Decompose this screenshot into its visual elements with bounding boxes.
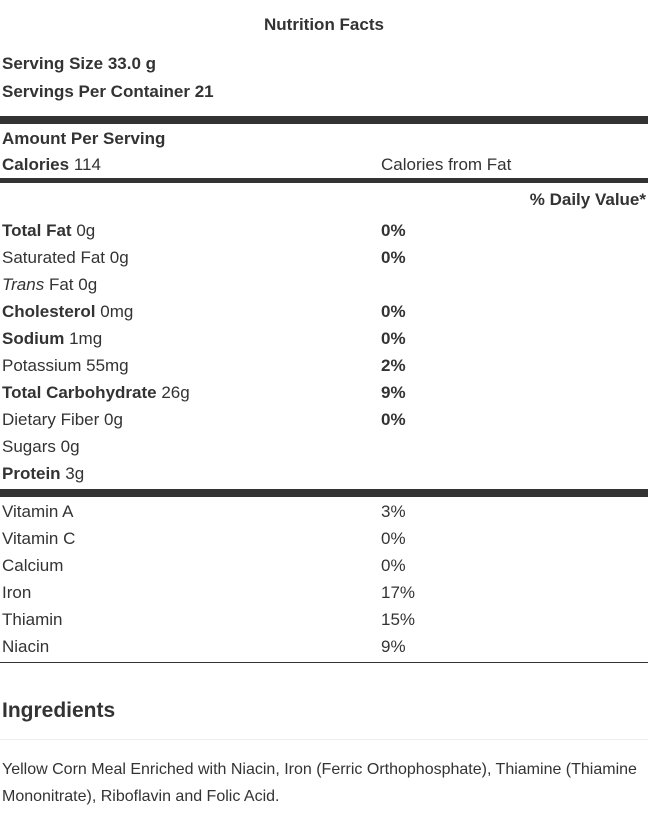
calories-from-fat-label: Calories from Fat [381,155,512,174]
nutrient-label [2,244,381,271]
vitamin-row-vitamin-a [0,498,648,525]
nutrient-label [2,271,381,298]
nutrient-amount: 0g [76,221,96,240]
nutrient-label [2,325,381,352]
servings-per-container: Servings Per Container 21 [2,82,214,101]
nutrient-name-suffix: Fat [48,275,74,294]
ingredients-title: Ingredients [2,699,116,722]
thin-divider [0,662,648,663]
nutrient-row-sugars [0,433,648,460]
thick-divider-vitamins [0,489,648,497]
vitamin-dv: 3% [381,502,406,521]
nutrient-row-trans-fat [0,271,648,298]
nutrient-name: Dietary Fiber [2,410,100,429]
amount-per-serving: Amount Per Serving [2,129,166,148]
nutrient-amount: 0g [78,275,98,294]
nutrient-amount: 0g [60,437,80,456]
nutrient-name: Total Fat [2,221,72,240]
vitamin-dv: 0% [381,529,406,548]
nutrient-label [2,460,381,487]
nutrient-label [2,217,381,244]
nutrient-dv [381,433,648,460]
nutrient-name: Protein [2,464,61,483]
nutrient-name: Cholesterol [2,302,96,321]
nutrient-name: Saturated Fat [2,248,106,267]
nutrient-row-total-carbohydrate [0,379,648,406]
calories-row [0,152,648,178]
nutrient-list [0,217,648,487]
nutrient-name: Sodium [2,329,65,348]
nutrient-name: Total Carbohydrate [2,383,157,402]
ingredients-text: Yellow Corn Meal Enriched with Niacin, Iron (Ferric Orthophosphate), Thiamine (Thiamine Mononitrate), Riboflavin and Folic Acid. [2,761,637,805]
daily-value-header: % Daily Value* [529,190,646,209]
calories-value: 114 [73,155,101,174]
ingredients-divider [0,739,648,740]
calories-cell [2,152,381,178]
nutrient-dv: 2% [381,356,406,375]
nutrient-amount: 55mg [86,356,129,375]
nutrient-dv [381,271,648,298]
nutrient-label [2,379,381,406]
vitamin-name: Niacin [2,637,50,656]
nutrient-amount: 0g [109,248,129,267]
vitamin-row-thiamin [0,606,648,633]
vitamin-row-iron [0,579,648,606]
nutrient-amount: 0mg [100,302,134,321]
nutrient-dv: 0% [381,410,406,429]
nutrient-dv: 0% [381,329,406,348]
vitamin-name: Iron [2,583,32,602]
nutrient-row-cholesterol [0,298,648,325]
vitamin-name: Vitamin A [2,502,74,521]
nutrient-row-sodium [0,325,648,352]
nutrient-row-saturated-fat [0,244,648,271]
vitamin-name: Calcium [2,556,64,575]
vitamin-name: Vitamin C [2,529,76,548]
vitamin-dv: 0% [381,556,406,575]
nutrient-amount: 26g [161,383,190,402]
nutrient-amount: 3g [65,464,85,483]
nutrient-row-dietary-fiber [0,406,648,433]
vitamin-name: Thiamin [2,610,63,629]
nutrient-row-total-fat [0,217,648,244]
nutrient-dv: 0% [381,248,406,267]
nutrient-dv: 0% [381,302,406,321]
calories-label: Calories [2,155,70,174]
vitamin-list [0,498,648,660]
vitamin-row-vitamin-c [0,525,648,552]
nutrient-dv: 9% [381,383,406,402]
vitamin-dv: 15% [381,610,416,629]
vitamin-dv: 9% [381,637,406,656]
thick-divider [0,116,648,124]
nutrient-dv [381,460,648,487]
nutrient-label [2,352,381,379]
vitamin-row-niacin [0,633,648,660]
nutrient-name: Potassium [2,356,82,375]
nutrient-row-potassium [0,352,648,379]
nutrient-name: Trans [2,275,45,294]
vitamin-row-calcium [0,552,648,579]
vitamin-dv: 17% [381,583,416,602]
nutrient-label [2,298,381,325]
nutrient-name: Sugars [2,437,56,456]
nutrient-label [2,433,381,460]
nutrient-amount: 1mg [69,329,103,348]
nutrient-dv: 0% [381,221,406,240]
serving-size: Serving Size 33.0 g [2,54,157,73]
nutrient-row-protein [0,460,648,487]
nutrition-facts-title: Nutrition Facts [264,15,384,34]
nutrient-amount: 0g [104,410,123,429]
nutrient-label [2,406,381,433]
